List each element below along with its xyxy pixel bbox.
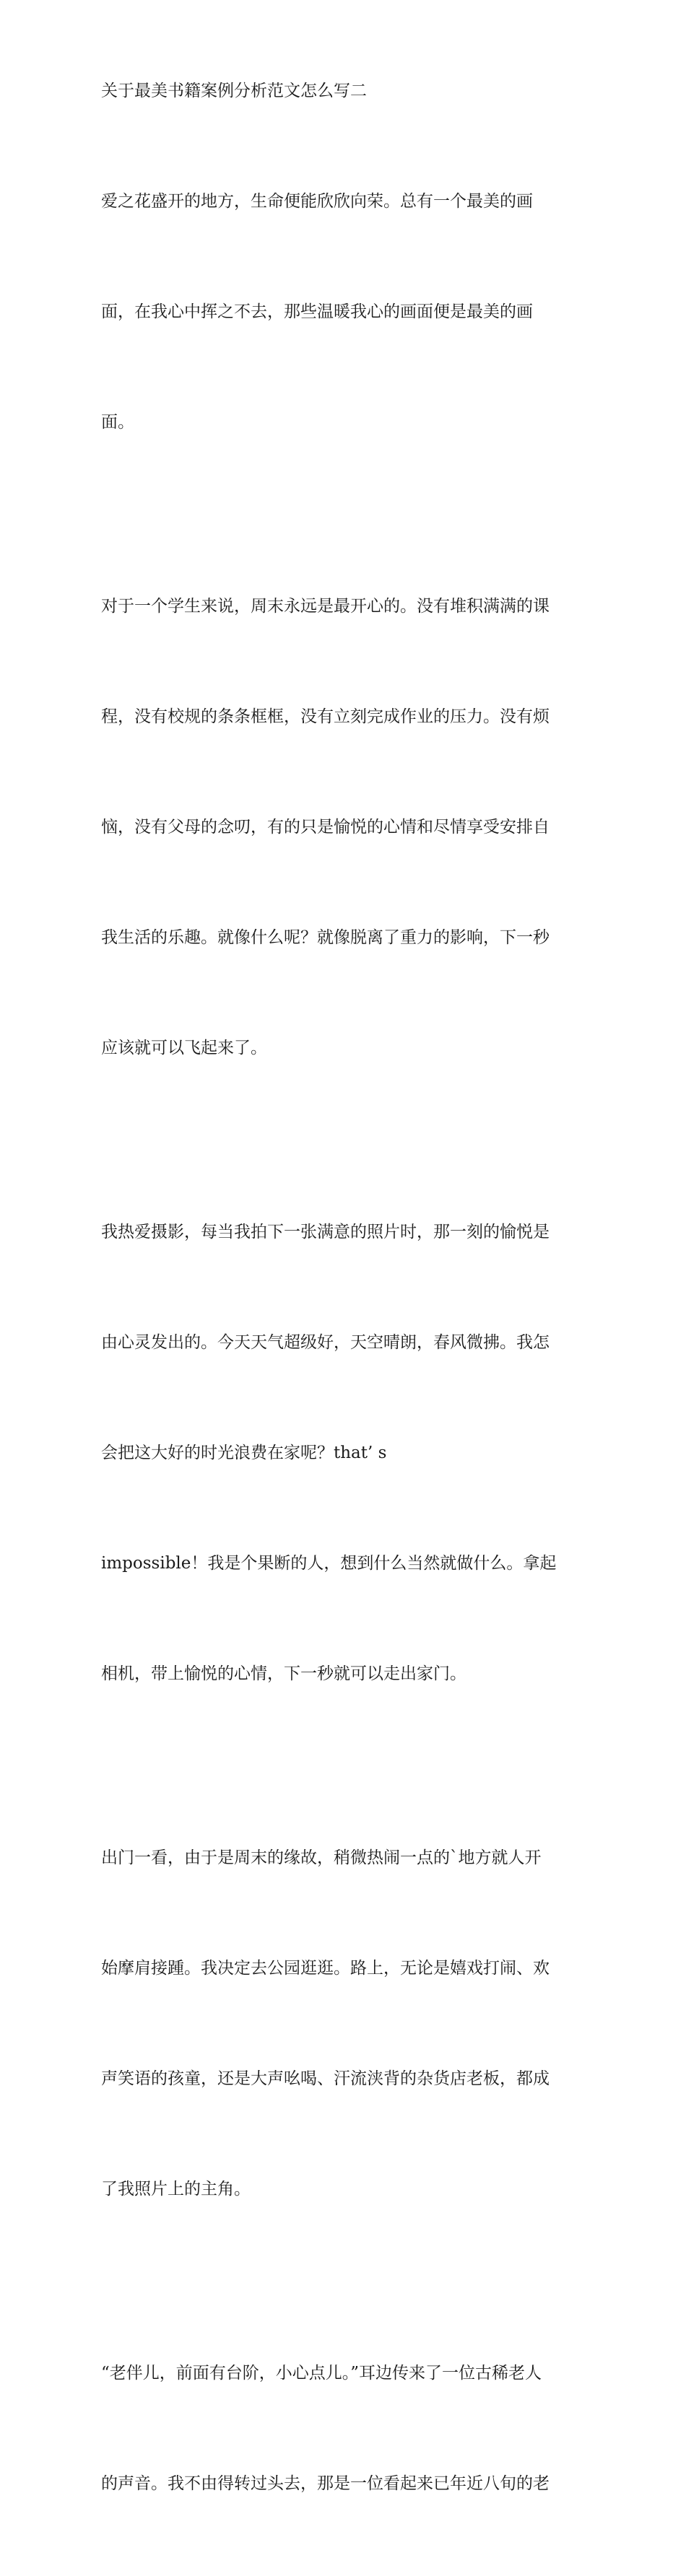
text-line: 程，没有校规的条条框框，没有立刻完成作业的压力。没有烦 [101,707,550,726]
text-line: 我热爱摄影，每当我拍下一张满意的照片时，那一刻的愉悦是 [101,1223,550,1241]
text-line: 面，在我心中挥之不去，那些温暖我心的画面便是最美的画 [101,302,533,321]
text-line: 由心灵发出的。今天天气超级好，天空晴朗，春风微拂。我怎 [101,1333,550,1352]
text-line: 恼，没有父母的念叨，有的只是愉悦的心情和尽情享受安排自 [101,818,550,837]
text-line: 应该就可以飞起来了。 [101,1039,267,1057]
paragraph-1 [101,110,592,515]
paragraph-3 [101,1140,592,1766]
text-line: 我生活的乐趣。就像什么呢？就像脱离了重力的影响，下一秒 [101,928,550,947]
text-line: 始摩肩接踵。我决定去公园逛逛。路上，无论是嬉戏打闹、欢 [101,1959,550,1978]
text-line: 面。 [101,413,134,432]
paragraph-5 [101,2282,592,2576]
text-line: 的声音。我不由得转过头去，那是一位看起来已年近八旬的老 [101,2474,550,2493]
paragraph-2 [101,515,592,1140]
paragraph-4 [101,1766,592,2282]
text-line: 会把这大好的时光浪费在家呢？that’ s [101,1444,387,1462]
text-line: 出门一看，由于是周末的缘故，稍微热闹一点的`地方就人开 [101,1848,542,1867]
text-line: 爱之花盛开的地方，生命便能欣欣向荣。总有一个最美的画 [101,192,533,211]
text-line: “老伴儿，前面有台阶，小心点儿。”耳边传来了一位古稀老人 [101,2364,542,2383]
text-line: 相机，带上愉悦的心情，下一秒就可以走出家门。 [101,1664,466,1683]
text-line: 了我照片上的主角。 [101,2180,251,2199]
text-line: 声笑语的孩童，还是大声吆喝、汗流浃背的杂货店老板，都成 [101,2069,550,2088]
text-line: 对于一个学生来说，周末永远是最开心的。没有堆积满满的课 [101,597,550,616]
document-page [101,78,592,2576]
document-title: 关于最美书籍案例分析范文怎么写二 [101,82,367,100]
text-line: impossible！我是个果断的人，想到什么当然就做什么。拿起 [101,1554,557,1573]
